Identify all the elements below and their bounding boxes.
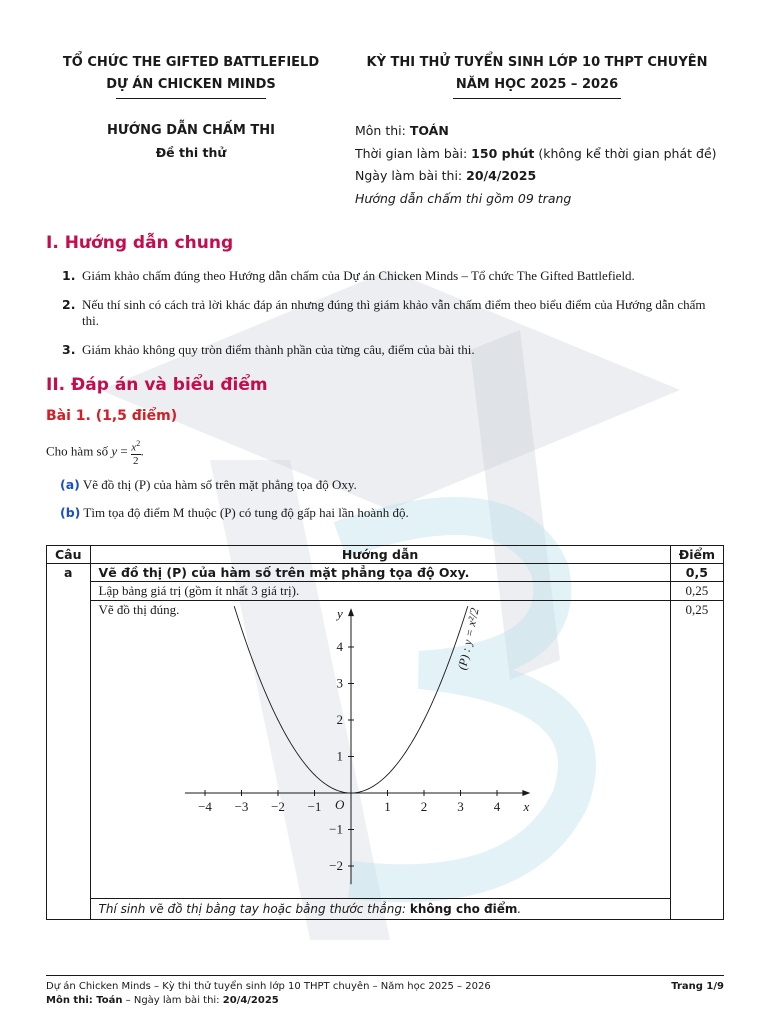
y-tick-label: 1 (336, 748, 343, 764)
y-tick-label: 4 (336, 639, 343, 654)
organizer-name: TỔ CHỨC THE GIFTED BATTLEFIELD (62, 55, 320, 70)
footer-date: 20/4/2025 (222, 995, 279, 1006)
guide-cell: Lập bảng giá trị (gồm ít nhất 3 giá trị). (90, 582, 670, 601)
page-number: Trang 1/9 (671, 981, 724, 992)
y-tick-label: 3 (336, 675, 343, 691)
origin-label: O (334, 797, 344, 812)
footer-date-label: – Ngày làm bài thi: (125, 995, 220, 1006)
y-tick-label: −1 (328, 821, 343, 837)
fraction-formula: $x^2$ 2 (131, 439, 141, 467)
part-a-label: (a) (60, 477, 80, 492)
col-guide-header: Hướng dẫn (90, 546, 670, 564)
score-cell: 0,5 (670, 564, 723, 582)
problem-title: Bài 1. (1,5 điểm) (46, 408, 178, 424)
note-text: Thí sinh vẽ đồ thị bằng tay hoặc bằng thước thẳng: (98, 902, 407, 916)
part-a-text: Vẽ đồ thị (P) của hàm số trên mặt phẳng tọa độ Oxy. (82, 477, 357, 492)
time-value: 150 phút (471, 145, 535, 161)
x-tick-label: −2 (270, 799, 285, 814)
list-item: 3. Giám khảo không quy tròn điểm thành phần của từng câu, điểm của bài thi. (62, 342, 475, 357)
subject-label: Môn thi: (355, 123, 406, 138)
x-axis-arrow (522, 790, 530, 796)
general-guide-list (62, 268, 724, 371)
section-answers-heading: II. Đáp án và biểu điểm (46, 375, 268, 395)
col-question-header: Câu (47, 546, 91, 564)
grading-table (46, 545, 724, 920)
x-tick-label: −3 (234, 799, 248, 814)
curve-label: (P) : y = x²/2 (454, 606, 482, 672)
part-b (60, 505, 409, 521)
note-cell: Thí sinh vẽ đồ thị bằng tay hoặc bằng thước thẳng: không cho điểm. (90, 899, 670, 920)
exam-info (355, 120, 717, 210)
organizer-block (46, 52, 336, 99)
project-name: DỰ ÁN CHICKEN MINDS (106, 77, 276, 92)
footer-line1: Dự án Chicken Minds – Kỳ thi thử tuyển sinh lớp 10 THPT chuyên – Năm học 2025 – 2026 (46, 981, 491, 992)
part-b-text: Tìm tọa độ điểm M thuộc (P) có tung độ gấp hai lần hoành độ. (83, 505, 409, 520)
table-row (47, 899, 724, 920)
question-cell: a (47, 564, 91, 920)
divider (116, 98, 266, 99)
time-note: (không kể thời gian phát đề) (538, 145, 717, 161)
x-axis-label: x (523, 799, 529, 814)
exam-name: KỲ THI THỬ TUYỂN SINH LỚP 10 THPT CHUYÊN (366, 55, 708, 70)
problem-intro: Cho hàm số (46, 443, 109, 459)
table-row (47, 582, 724, 601)
footer-line2 (46, 994, 724, 1008)
y-tick-label: −2 (328, 858, 343, 873)
y-tick-label: 2 (336, 712, 343, 727)
part-a (60, 477, 357, 493)
list-item: 1. Giám khảo chấm đúng theo Hướng dẫn chấm của Dự án Chicken Minds – Tổ chức The Gifted Battlefield. (62, 268, 635, 283)
x-tick-label: 1 (383, 799, 391, 814)
date-label: Ngày làm bài thi: (355, 168, 463, 183)
table-header-row (47, 546, 724, 564)
guide-cell: Vẽ đồ thị đúng. (98, 602, 180, 617)
subject-value: TOÁN (409, 123, 449, 138)
grading-title-block (46, 120, 336, 164)
footer-subject: Môn thi: Toán (46, 995, 123, 1006)
part-b-label: (b) (60, 505, 81, 520)
note-bold: không cho điểm (409, 902, 518, 916)
x-tick-label: 2 (420, 799, 427, 814)
exam-block (350, 52, 724, 99)
table-row (47, 601, 724, 899)
section-general-heading: I. Hướng dẫn chung (46, 233, 234, 253)
x-tick-label: −4 (197, 799, 212, 814)
time-label: Thời gian làm bài: (355, 145, 468, 161)
x-tick-label: 3 (456, 799, 464, 814)
guide-cell: Vẽ đồ thị (P) của hàm số trên mặt phẳng tọa độ Oxy. (90, 564, 670, 582)
score-cell: 0,25 (670, 582, 723, 601)
grading-subtitle: Đề thi thử (155, 145, 227, 160)
school-year: NĂM HỌC 2025 – 2026 (455, 77, 619, 92)
divider (453, 98, 621, 99)
graph-cell (90, 601, 670, 899)
x-tick-label: 4 (493, 799, 500, 814)
table-row (47, 564, 724, 582)
y-axis-label: y (336, 606, 343, 622)
list-item: 2. Nếu thí sinh có cách trả lời khác đáp án nhưng đúng thì giám khảo vẫn chấm điểm theo biểu điểm của Hướng dẫn chấm thi. (62, 297, 706, 328)
score-cell: 0,25 (670, 601, 723, 920)
problem-statement: Cho hàm số $y = x^2$ 2. (46, 439, 144, 467)
date-value: 20/4/2025 (466, 168, 537, 183)
page-footer (46, 975, 724, 1008)
x-tick-label: −1 (307, 799, 321, 814)
pages-note: Hướng dẫn chấm thi gồm 09 trang (355, 190, 572, 206)
grading-title: HƯỚNG DẪN CHẤM THI (107, 123, 275, 138)
col-score-header: Điểm (670, 546, 723, 564)
